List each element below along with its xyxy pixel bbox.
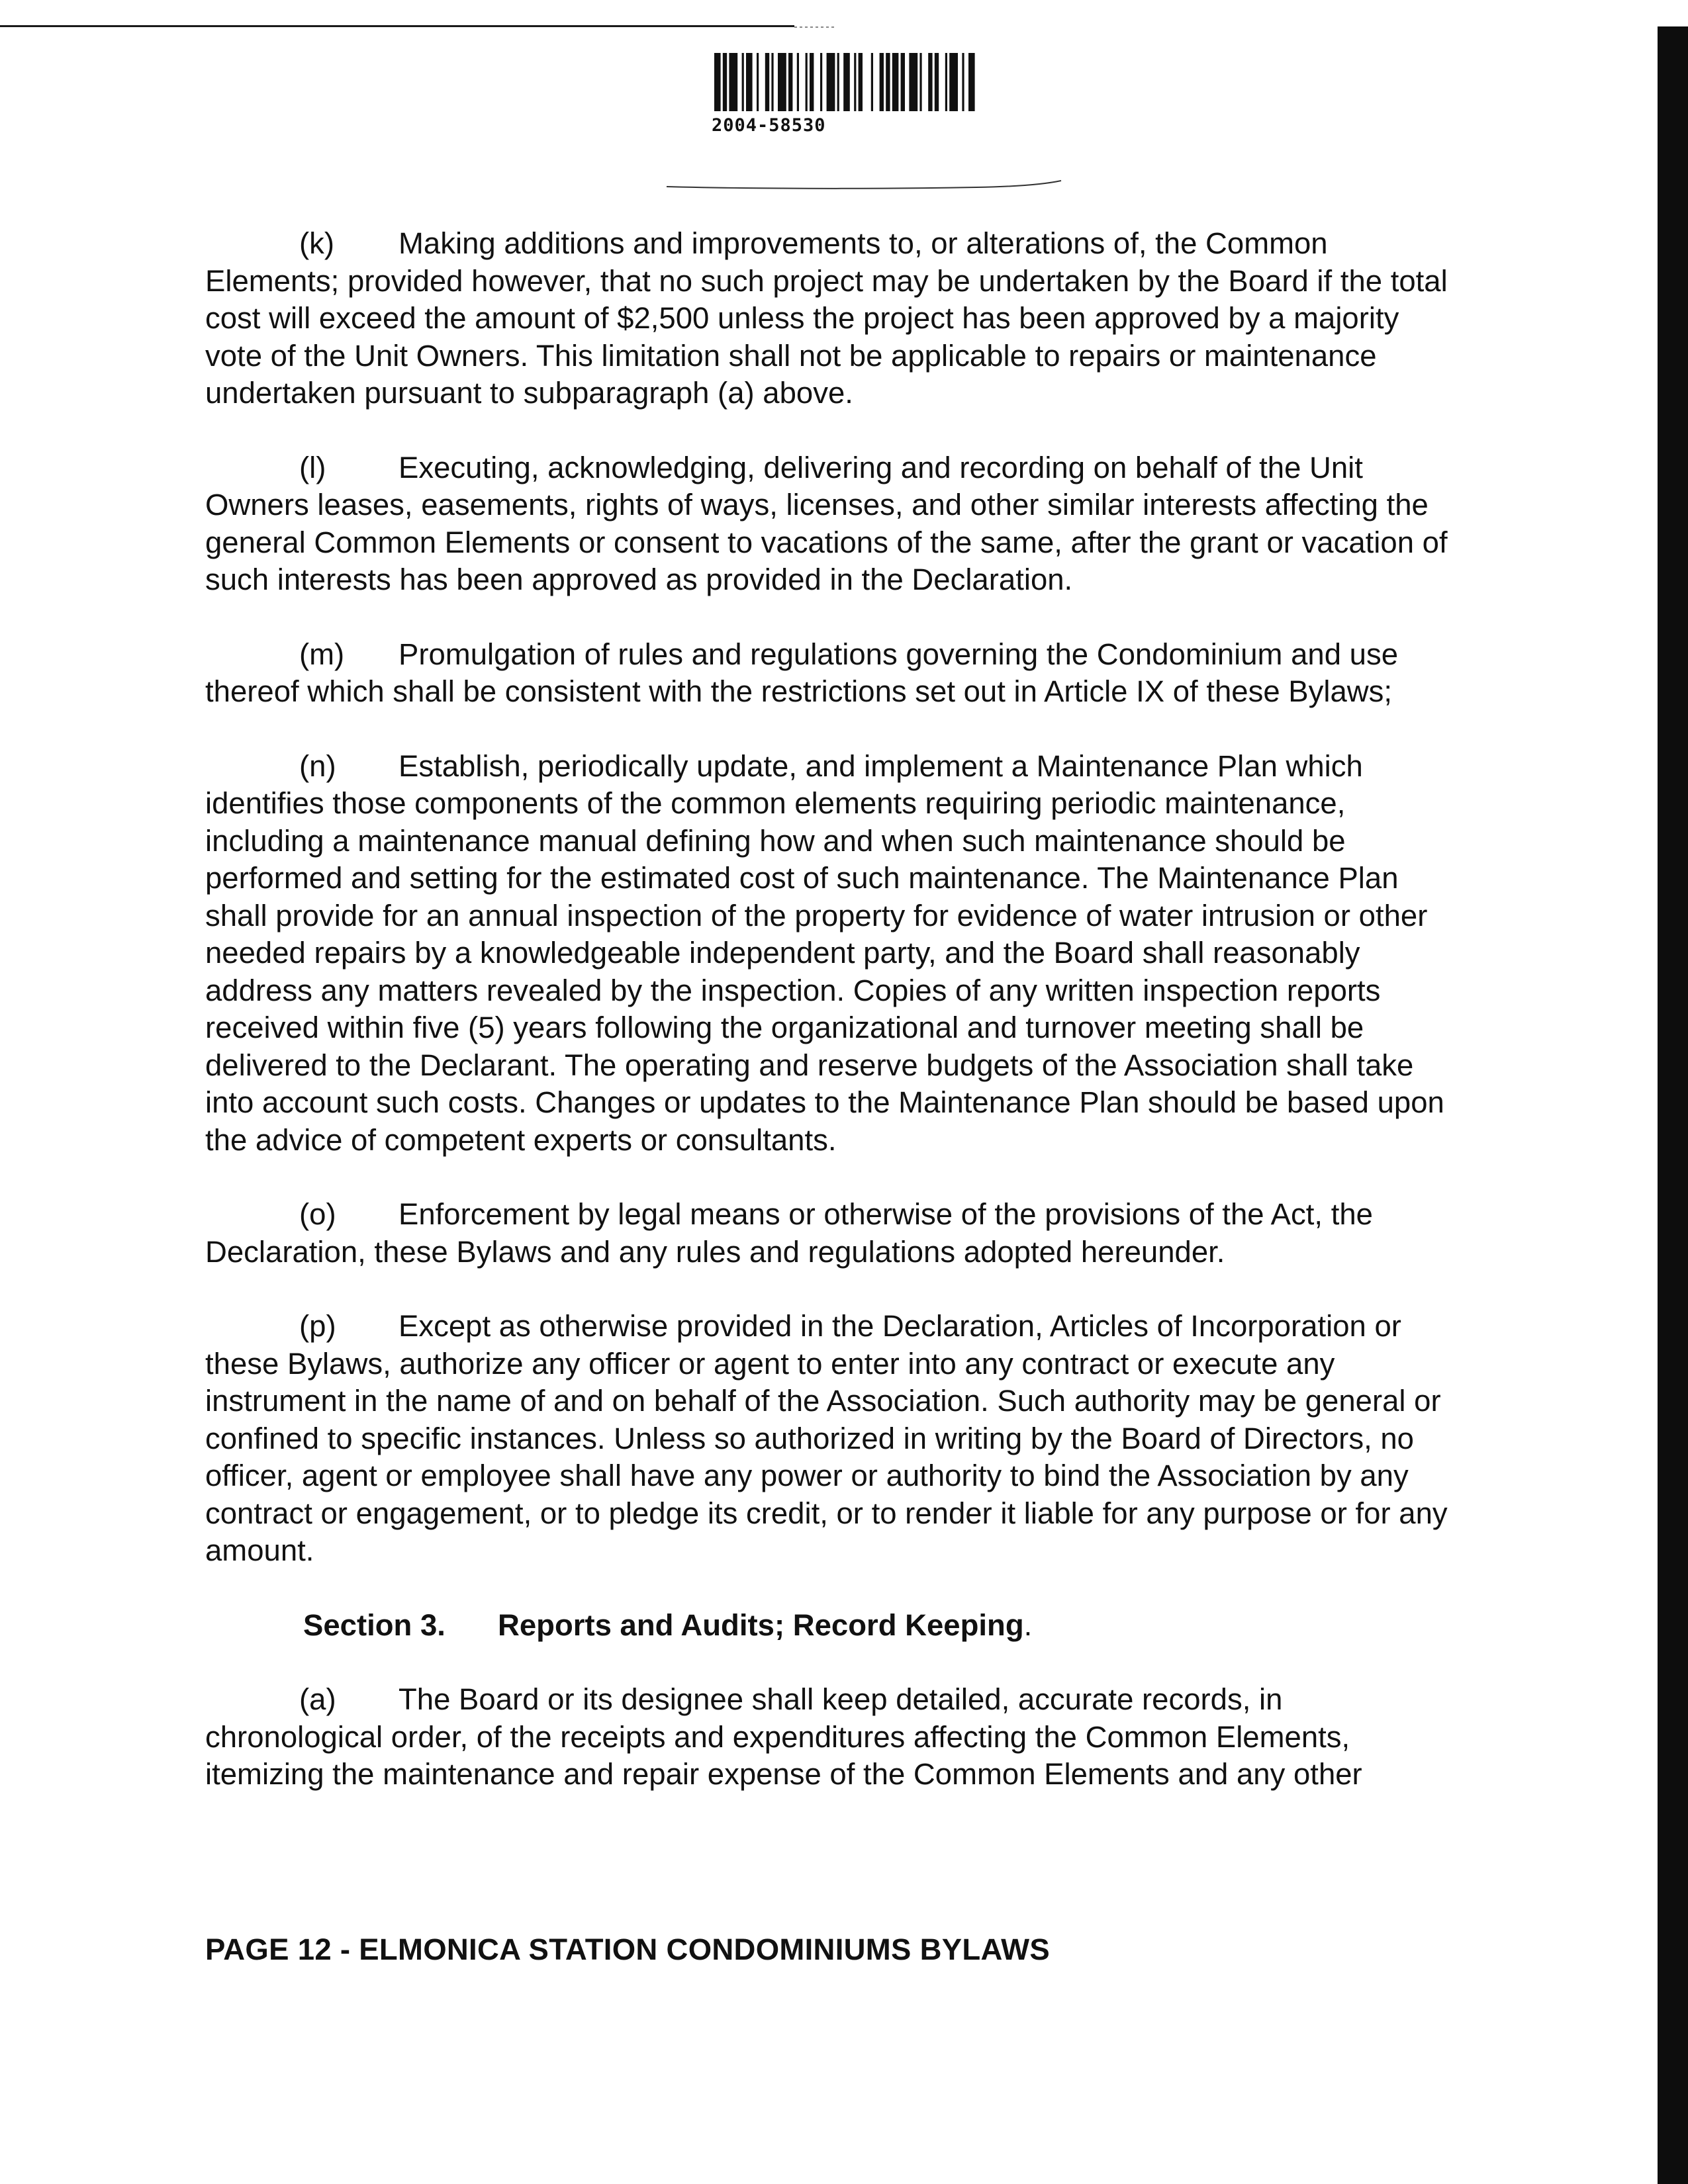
paragraph-k xyxy=(205,225,1450,412)
paragraph-l xyxy=(205,449,1450,599)
scan-top-edge xyxy=(0,25,794,27)
paragraph-text: Making additions and improvements to, or alterations of, the Common Elements; provided however, that no such project may be undertaken by the Board if the total cost will exceed the amount of $2,500 unless the project has been approved by a majority vote of the Unit Owners. This limitation shall not be applicable to repairs or maintenance undertaken pursuant to subparagraph (a) above. xyxy=(205,226,1448,410)
paragraph-label: (a) xyxy=(299,1682,336,1716)
paragraph-a xyxy=(205,1681,1450,1794)
recording-barcode xyxy=(712,53,1003,139)
page-footer: PAGE 12 - ELMONICA STATION CONDOMINIUMS BYLAWS xyxy=(205,1933,1051,1966)
paragraph-n xyxy=(205,748,1450,1160)
paragraph-m xyxy=(205,636,1450,711)
handwritten-line xyxy=(665,179,1062,192)
paragraph-p xyxy=(205,1308,1450,1570)
paragraph-label: (p) xyxy=(299,1309,336,1343)
paragraph-text: Establish, periodically update, and implement a Maintenance Plan which identifies those components of the common elements requiring periodic maintenance, including a maintenance manual defining how and when such maintenance should be performed and setting for the estimated cost of such maintenance. The Maintenance Plan shall provide for an annual inspection of the property for evidence of water intrusion or other needed repairs by a knowledgeable independent party, and the Board shall reasonably address any matters revealed by the inspection. Copies of any written inspection reports received within five (5) years following the organizational and turnover meeting shall be delivered to the Declarant. The operating and reserve budgets of the Association shall take into account such costs. Changes or updates to the Maintenance Plan should be based upon the advice of competent experts or consultants. xyxy=(205,749,1444,1157)
paragraph-label: (o) xyxy=(299,1197,336,1231)
scan-top-edge-faint xyxy=(794,26,834,28)
paragraph-label: (m) xyxy=(299,637,345,671)
section-title: Reports and Audits; Record Keeping xyxy=(498,1608,1024,1642)
paragraph-o xyxy=(205,1196,1450,1271)
section-number: Section 3. xyxy=(303,1608,445,1642)
scan-right-edge xyxy=(1658,26,1688,2184)
section-heading xyxy=(205,1607,1450,1645)
paragraph-text: The Board or its designee shall keep detailed, accurate records, in chronological order, of the receipts and expenditures affecting the Common Elements, itemizing the maintenance and repair expense of the Common Elements and any other xyxy=(205,1682,1362,1791)
paragraph-text: Except as otherwise provided in the Declaration, Articles of Incorporation or these Bylaws, authorize any officer or agent to enter into any contract or execute any instrument in the name of and on behalf of the Association. Such authority may be general or confined to specific instances. Unless so authorized in writing by the Board of Directors, no officer, agent or employee shall have any power or authority to bind the Association by any contract or engagement, or to pledge its credit, or to render it liable for any purpose or for any amount. xyxy=(205,1309,1448,1567)
document-body xyxy=(205,225,1450,1831)
barcode-icon xyxy=(712,53,1003,111)
paragraph-label: (l) xyxy=(299,450,326,484)
paragraph-text: Executing, acknowledging, delivering and recording on behalf of the Unit Owners leases, easements, rights of ways, licenses, and other similar interests affecting the general Common Elements or consent to vacations of the same, after the grant or vacation of such interests has been approved as provided in the Declaration. xyxy=(205,450,1448,596)
recording-number: 2004-58530 xyxy=(712,115,826,136)
section-title-period: . xyxy=(1023,1608,1033,1642)
paragraph-label: (k) xyxy=(299,226,335,260)
paragraph-text: Promulgation of rules and regulations governing the Condominium and use thereof which shall be consistent with the restrictions set out in Article IX of these Bylaws; xyxy=(205,637,1399,708)
paragraph-text: Enforcement by legal means or otherwise of the provisions of the Act, the Declaration, these Bylaws and any rules and regulations adopted hereunder. xyxy=(205,1197,1373,1269)
paragraph-label: (n) xyxy=(299,749,336,783)
